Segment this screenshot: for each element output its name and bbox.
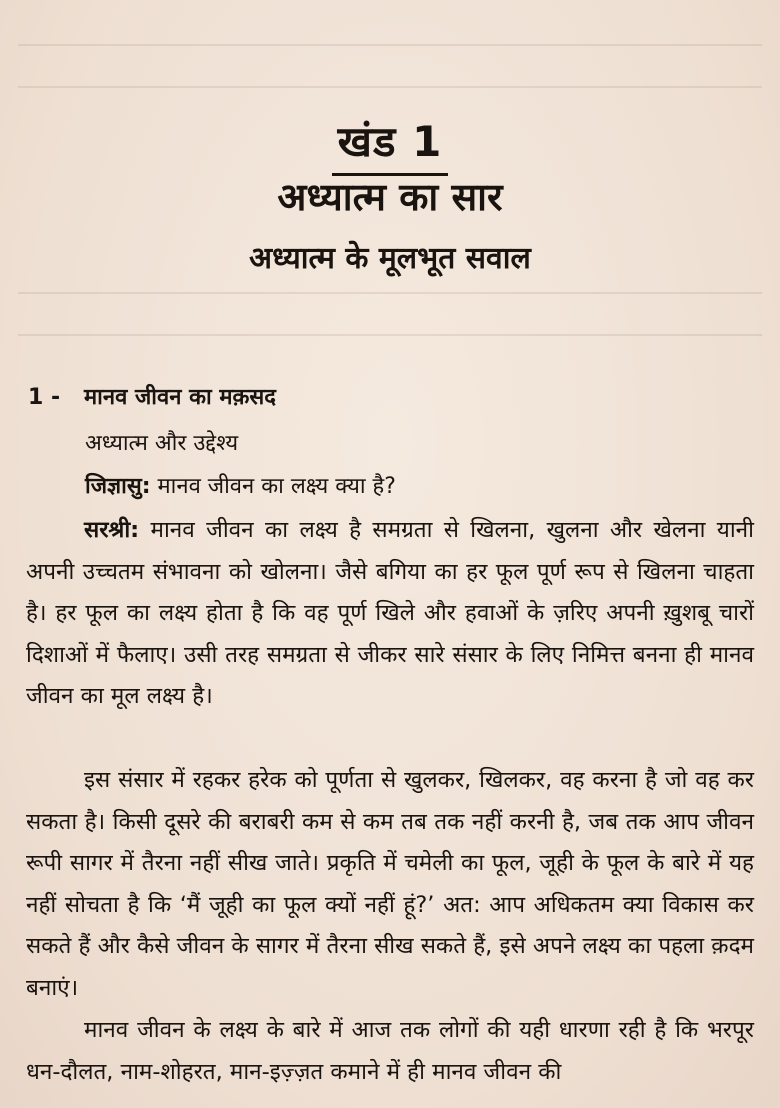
question-text: मानव जीवन का लक्ष्य क्या है? [157, 474, 396, 499]
answer-paragraph-2: इस संसार में रहकर हरेक को पूर्णता से खुलकर, खिलकर, वह करना है जो वह कर सकता है। किसी दूसरे की बराबरी कम से कम तब तक नहीं करनी है, जब तक आप जीवन रूपी सागर में तैरना नहीं सीख जाते। प्रकृति में चमेली का फूल, जूही के फूल के बारे में यह नहीं सोचता है कि ‘मैं जूही का फूल क्यों नहीं हूं?’ अत: आप अधिकतम क्या विकास कर सकते हैं और कैसे जीवन के सागर में तैरना सीख सकते हैं, इसे अपने लक्ष्य का पहला क़दम बनाएं। [26, 767, 754, 1001]
bleed-through-line [18, 334, 762, 336]
answer-paragraph-1: सरश्री: मानव जीवन का लक्ष्य है समग्रता से खिलना, खुलना और खेलना यानी अपनी उच्चतम संभावना को खोलना। जैसे बगिया का हर फूल पूर्ण रूप से खिलना चाहता है। हर फूल का लक्ष्य होता है कि वह पूर्ण खिले और हवाओं के ज़रिए अपनी ख़ुशबू चारों दिशाओं में फैलाए। उसी तरह समग्रता से जीकर सारे संसार के लिए निमित्त बनना ही मानव जीवन का मूल लक्ष्य है। [26, 517, 754, 710]
section-subtitle: अध्यात्म और उद्देश्य [85, 431, 239, 456]
section-heading [28, 381, 276, 411]
bleed-through-line [18, 292, 762, 294]
bleed-through-line [18, 86, 762, 88]
section-title: मानव जीवन का मक़सद [84, 385, 276, 410]
chapter-title: अध्यात्म का सार [277, 175, 503, 219]
answer-paragraph-3: मानव जीवन के लक्ष्य के बारे में आज तक लोगों की यही धारणा रही है कि भरपूर धन-दौलत, नाम-शोहरत, मान-इज़्ज़त कमाने में ही मानव जीवन की [26, 1017, 754, 1085]
chapter-subtitle: अध्यात्म के मूलभूत सवाल [249, 241, 531, 276]
answer-speaker: सरश्री: [84, 517, 140, 543]
part-label: खंड 1 [0, 112, 780, 176]
question-speaker: जिज्ञासु: [85, 474, 151, 499]
section-number: 1 - [28, 385, 61, 410]
question-line [85, 470, 396, 500]
bleed-through-line [18, 44, 762, 46]
